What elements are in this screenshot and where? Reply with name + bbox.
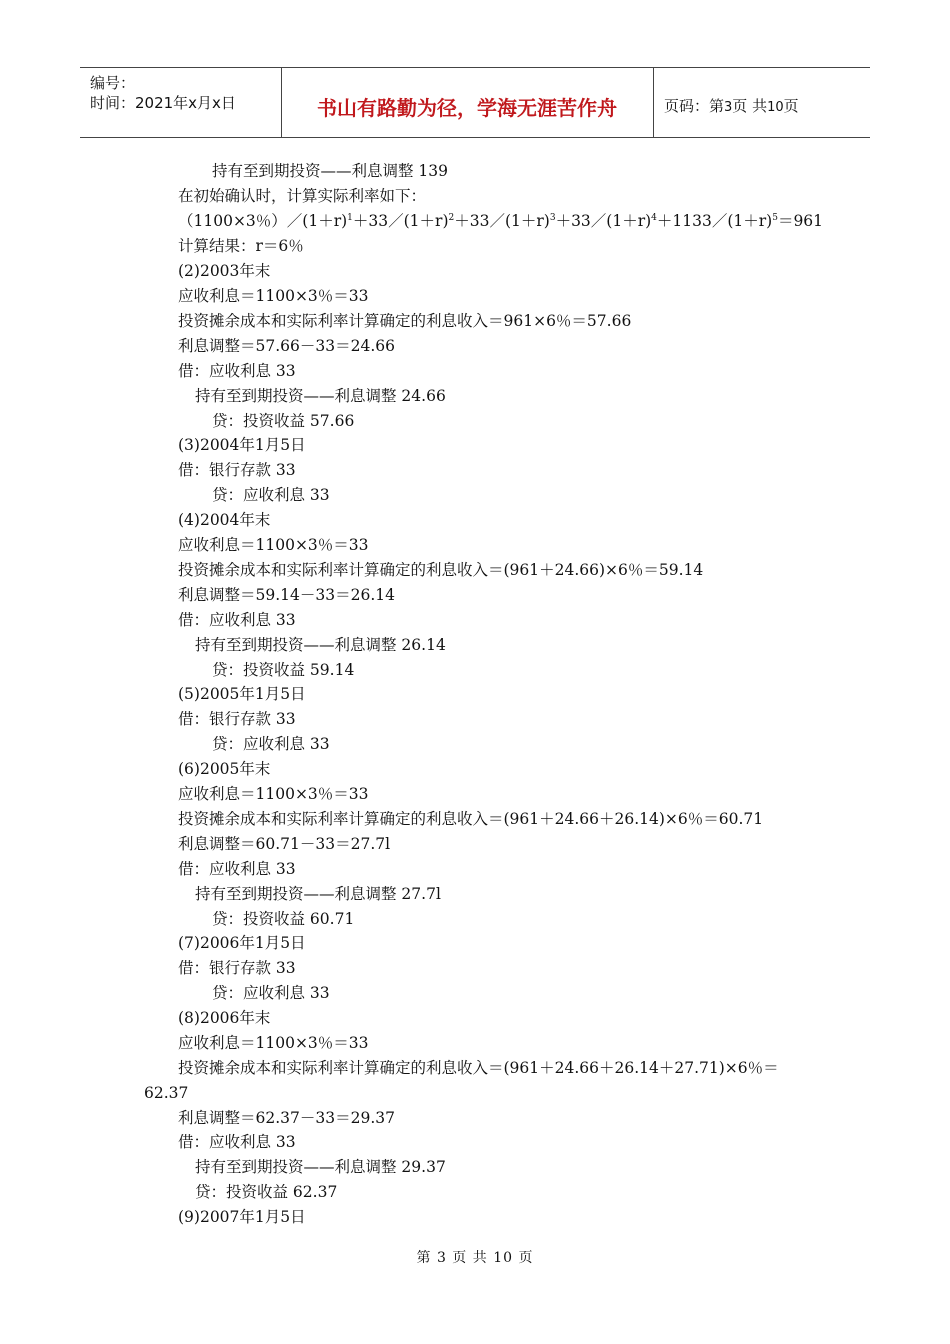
- text-line: 计算结果：r＝6％: [178, 237, 304, 255]
- text-line: 借：应收利息 33: [178, 611, 296, 629]
- text-line: 借：应收利息 33: [178, 362, 296, 380]
- text-line: 持有至到期投资——利息调整 24.66: [195, 387, 446, 405]
- text-line: 贷：应收利息 33: [212, 486, 330, 504]
- text-line: 贷：应收利息 33: [212, 735, 330, 753]
- document-date: 时间：2021年x月x日: [90, 94, 236, 112]
- text-line: 应收利息＝1100×3％＝33: [178, 785, 369, 803]
- text-line: 贷：投资收益 59.14: [212, 661, 355, 679]
- text-line: 62.37: [144, 1084, 189, 1102]
- text-line: 贷：投资收益 60.71: [212, 910, 355, 928]
- text-line: 贷：投资收益 57.66: [212, 412, 355, 430]
- text-line: 借：银行存款 33: [178, 461, 296, 479]
- text-line: 持有至到期投资——利息调整 27.7l: [195, 885, 441, 903]
- text-line: 借：应收利息 33: [178, 1133, 296, 1151]
- text-line: 借：银行存款 33: [178, 959, 296, 977]
- text-line: 利息调整＝62.37－33＝29.37: [178, 1109, 395, 1127]
- header-page-number: 页码：第3页 共10页: [664, 97, 799, 115]
- header-page-cell: [654, 68, 870, 137]
- page-header: [80, 67, 870, 138]
- text-line: 贷：应收利息 33: [212, 984, 330, 1002]
- text-line: (2)2003年末: [178, 262, 271, 280]
- text-line: 利息调整＝59.14－33＝26.14: [178, 586, 395, 604]
- header-motto: 书山有路勤为径，学海无涯苦作舟: [317, 96, 617, 120]
- formula-line: （1100×3％）$/(1+r)^1+33/(1+r)^2+33/(1+r)^3+33/(1+r)^4+1133/(1+r)^5=961$: [178, 212, 824, 230]
- text-line: 借：应收利息 33: [178, 860, 296, 878]
- text-line: (9)2007年1月5日: [178, 1208, 306, 1226]
- text-line: 利息调整＝57.66－33＝24.66: [178, 337, 395, 355]
- text-line: 持有至到期投资——利息调整 29.37: [195, 1158, 446, 1176]
- header-motto-cell: [281, 68, 654, 137]
- text-line: (6)2005年末: [178, 760, 271, 778]
- text-line: (7)2006年1月5日: [178, 934, 306, 952]
- text-line: 应收利息＝1100×3％＝33: [178, 287, 369, 305]
- text-line: (8)2006年末: [178, 1009, 271, 1027]
- text-line: 投资摊余成本和实际利率计算确定的利息收入＝961×6％＝57.66: [178, 312, 632, 330]
- text-line: 借：银行存款 33: [178, 710, 296, 728]
- text-line: (5)2005年1月5日: [178, 685, 306, 703]
- text-line: 投资摊余成本和实际利率计算确定的利息收入＝(961＋24.66)×6％＝59.14: [178, 561, 704, 579]
- text-line: 持有至到期投资——利息调整 139: [212, 162, 449, 180]
- text-line: 贷：投资收益 62.37: [195, 1183, 338, 1201]
- text-line: 投资摊余成本和实际利率计算确定的利息收入＝(961＋24.66＋26.14＋27.71)×6％＝: [178, 1059, 779, 1077]
- text-line: 在初始确认时，计算实际利率如下：: [178, 187, 427, 205]
- text-line: 利息调整＝60.71－33＝27.7l: [178, 835, 391, 853]
- text-line: 应收利息＝1100×3％＝33: [178, 536, 369, 554]
- text-line: (4)2004年末: [178, 511, 271, 529]
- text-line: 持有至到期投资——利息调整 26.14: [195, 636, 446, 654]
- header-meta-cell: [80, 68, 282, 137]
- text-line: 应收利息＝1100×3％＝33: [178, 1034, 369, 1052]
- text-line: (3)2004年1月5日: [178, 436, 306, 454]
- document-number-label: 编号：: [90, 74, 136, 92]
- page-footer: 第 3 页 共 10 页: [416, 1250, 534, 1266]
- text-line: 投资摊余成本和实际利率计算确定的利息收入＝(961＋24.66＋26.14)×6％＝60.71: [178, 810, 764, 828]
